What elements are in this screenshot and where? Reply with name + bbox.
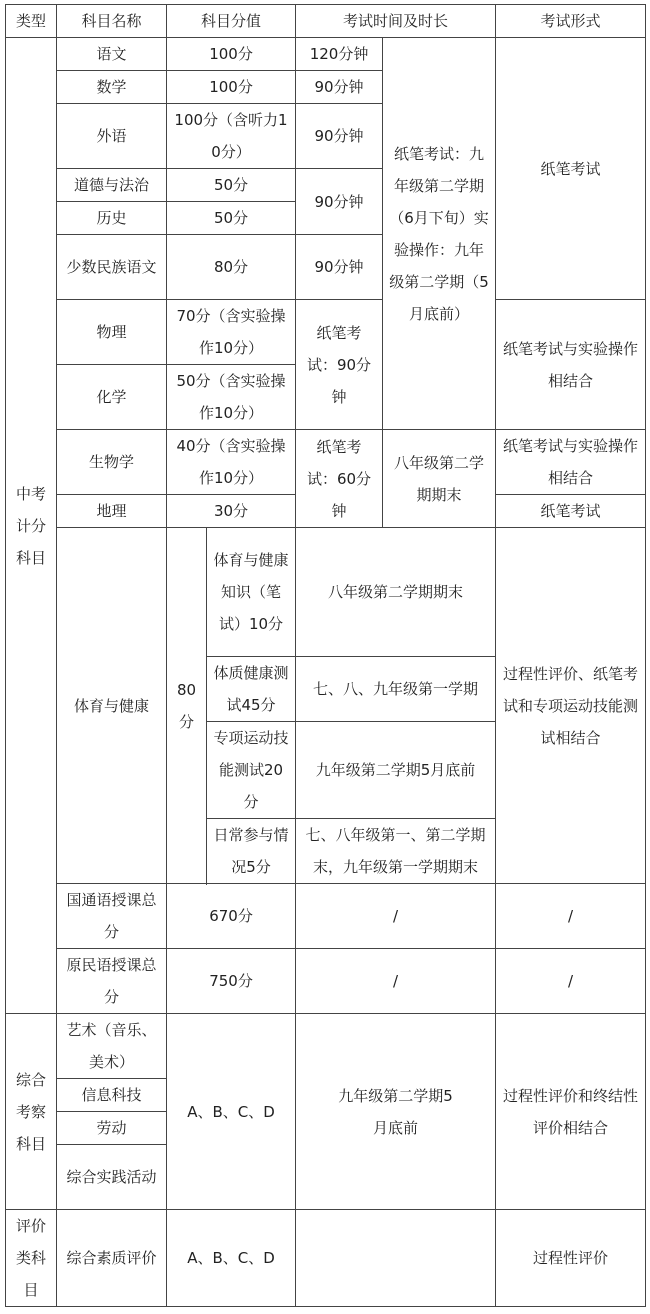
time-written: 纸笔考试：九年级第二学期（6月下旬）实验操作：九年级第二学期（5月底前）	[383, 38, 496, 430]
table-row	[6, 300, 646, 365]
tiyu-item-zhuanxiang: 专项运动技能测试20分	[207, 722, 296, 819]
table-row	[6, 430, 646, 495]
header-time: 考试时间及时长	[296, 5, 496, 38]
score-zonghe: A、B、C、D	[167, 1014, 296, 1210]
subject-shijian: 综合实践活动	[57, 1145, 167, 1210]
time-shengwu-dili: 八年级第二学期期末	[383, 430, 496, 528]
duration-waiyu: 90分钟	[296, 104, 383, 169]
format-guotong: /	[496, 884, 646, 949]
header-subject: 科目名称	[57, 5, 167, 38]
time-tiyu-tizhi: 七、八、九年级第一学期	[296, 657, 496, 722]
time-tiyu-zhuanxiang: 九年级第二学期5月底前	[296, 722, 496, 819]
table-row	[6, 528, 646, 657]
duration-wuli-huaxue: 纸笔考试：90分钟	[296, 300, 383, 430]
duration-minzu: 90分钟	[296, 235, 383, 300]
score-lishi: 50分	[167, 202, 296, 235]
score-huaxue: 50分（含实验操作10分）	[167, 365, 296, 430]
subject-laodong: 劳动	[57, 1112, 167, 1145]
time-tiyu-zhishi: 八年级第二学期期末	[296, 528, 496, 657]
score-dili: 30分	[167, 495, 296, 528]
tiyu-item-zhishi: 体育与健康知识（笔试）10分	[207, 528, 296, 657]
subject-waiyu: 外语	[57, 104, 167, 169]
format-shengwu: 纸笔考试与实验操作相结合	[496, 430, 646, 495]
exam-subjects-table	[5, 4, 646, 1307]
score-waiyu: 100分（含听力10分）	[167, 104, 296, 169]
table-row	[6, 38, 646, 71]
table-row	[6, 884, 646, 949]
group-pingjia: 评价类科目	[6, 1210, 57, 1307]
subject-shuxue: 数学	[57, 71, 167, 104]
format-zonghe: 过程性评价和终结性评价相结合	[496, 1014, 646, 1210]
score-guotong: 670分	[167, 884, 296, 949]
time-tiyu-richang: 七、八年级第一、第二学期末，九年级第一学期期末	[296, 819, 496, 884]
group-zhongkao: 中考计分科目	[6, 38, 57, 1014]
score-shengwu: 40分（含实验操作10分）	[167, 430, 296, 495]
subject-guotong: 国通语授课总分	[57, 884, 167, 949]
subject-yuanmin: 原民语授课总分	[57, 949, 167, 1014]
tiyu-item-tizhi: 体质健康测试45分	[207, 657, 296, 722]
header-type: 类型	[6, 5, 57, 38]
duration-yuwen: 120分钟	[296, 38, 383, 71]
format-yuanmin: /	[496, 949, 646, 1014]
score-suzhi: A、B、C、D	[167, 1210, 296, 1307]
score-shuxue: 100分	[167, 71, 296, 104]
duration-shuxue: 90分钟	[296, 71, 383, 104]
score-yuwen: 100分	[167, 38, 296, 71]
format-suzhi: 过程性评价	[496, 1210, 646, 1307]
time-yuanmin: /	[296, 949, 496, 1014]
subject-yuwen: 语文	[57, 38, 167, 71]
format-dili: 纸笔考试	[496, 495, 646, 528]
subject-huaxue: 化学	[57, 365, 167, 430]
subject-wuli: 物理	[57, 300, 167, 365]
tiyu-item-richang: 日常参与情况5分	[207, 819, 296, 884]
format-written: 纸笔考试	[496, 38, 646, 300]
time-guotong: /	[296, 884, 496, 949]
table-row	[6, 1210, 646, 1307]
table-row	[6, 949, 646, 1014]
header-row	[6, 5, 646, 38]
subject-shengwu: 生物学	[57, 430, 167, 495]
table-row	[6, 1014, 646, 1079]
score-daode: 50分	[167, 169, 296, 202]
subject-yishu: 艺术（音乐、美术）	[57, 1014, 167, 1079]
subject-suzhi: 综合素质评价	[57, 1210, 167, 1307]
subject-lishi: 历史	[57, 202, 167, 235]
subject-xinxi: 信息科技	[57, 1079, 167, 1112]
header-format: 考试形式	[496, 5, 646, 38]
score-tiyu-total: 80分	[167, 528, 207, 884]
header-score: 科目分值	[167, 5, 296, 38]
subject-minzu: 少数民族语文	[57, 235, 167, 300]
score-yuanmin: 750分	[167, 949, 296, 1014]
duration-daode-lishi: 90分钟	[296, 169, 383, 235]
score-wuli: 70分（含实验操作10分）	[167, 300, 296, 365]
group-zonghe: 综合考察科目	[6, 1014, 57, 1210]
subject-dili: 地理	[57, 495, 167, 528]
time-zonghe: 九年级第二学期5月底前	[296, 1014, 496, 1210]
format-wuli-huaxue: 纸笔考试与实验操作相结合	[496, 300, 646, 430]
score-minzu: 80分	[167, 235, 296, 300]
format-tiyu: 过程性评价、纸笔考试和专项运动技能测试相结合	[496, 528, 646, 884]
subject-daode: 道德与法治	[57, 169, 167, 202]
time-suzhi	[296, 1210, 496, 1307]
duration-shengwu-dili: 纸笔考试：60分钟	[296, 430, 383, 528]
subject-tiyu: 体育与健康	[57, 528, 167, 884]
